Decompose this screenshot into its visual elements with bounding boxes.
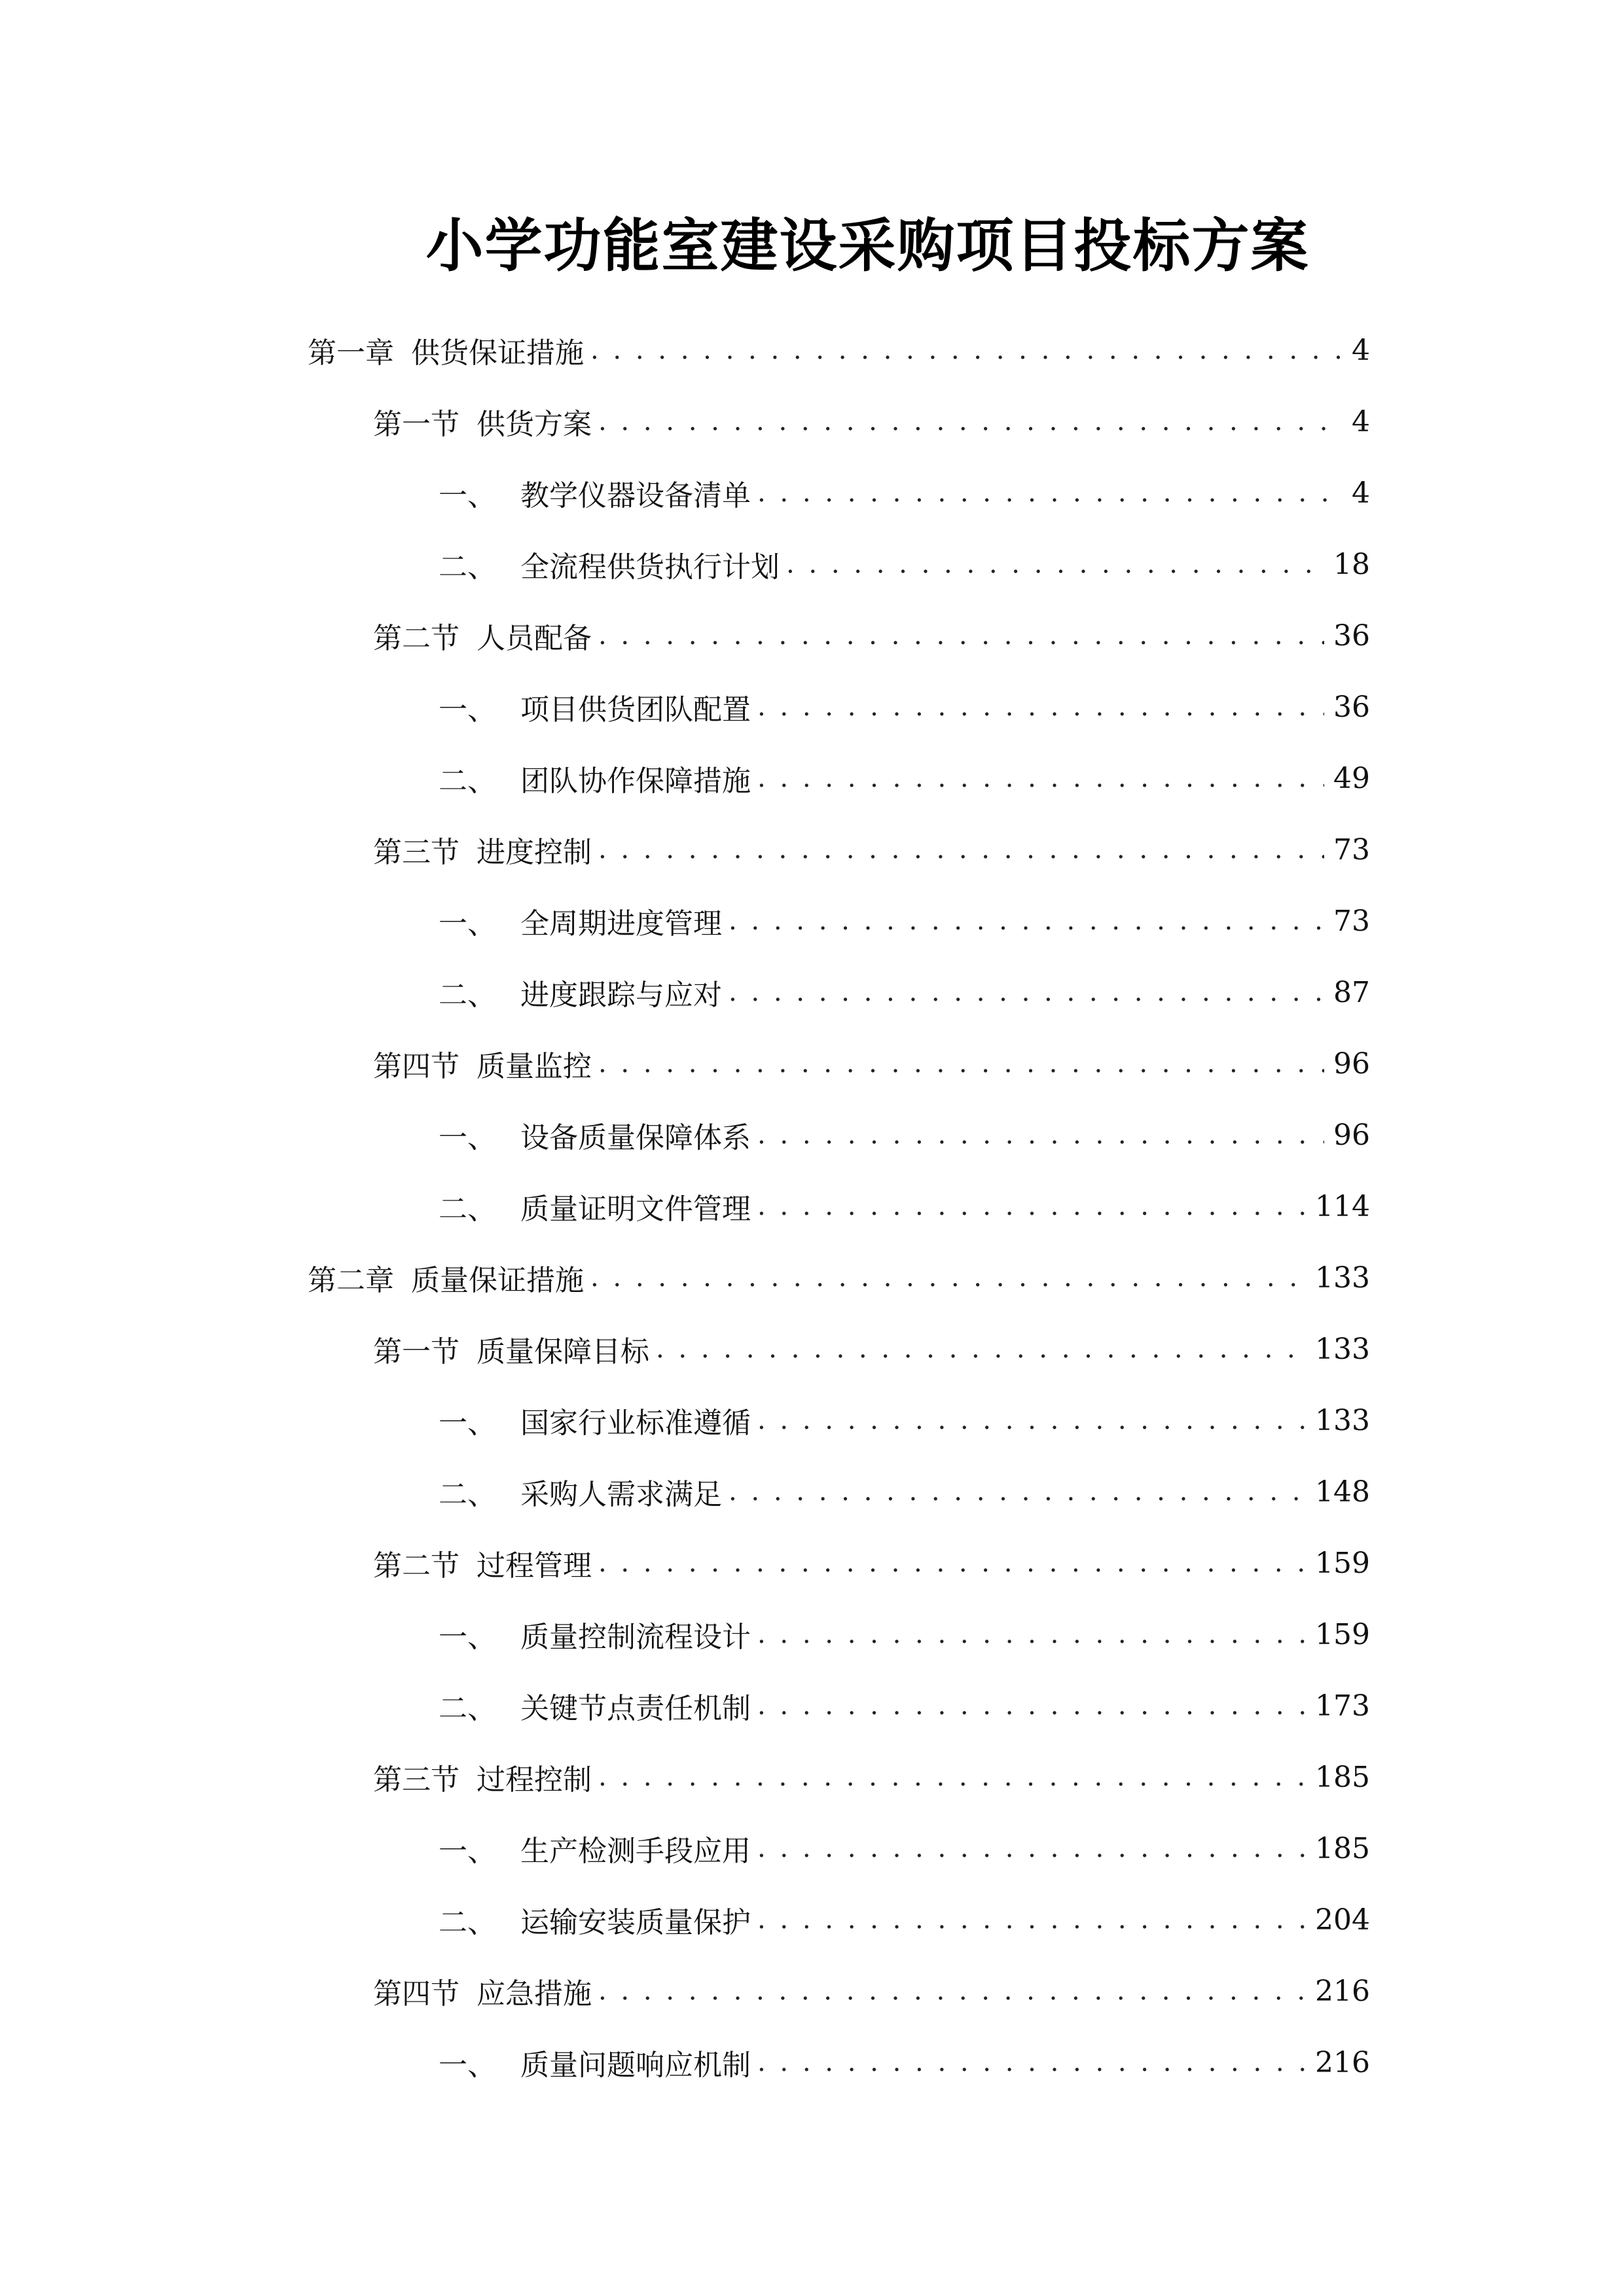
- toc-entry[interactable]: [373, 1540, 1370, 1586]
- toc-entry-title: 质量证明文件管理: [520, 1193, 751, 1226]
- toc-entry[interactable]: [373, 1968, 1370, 2014]
- toc-dot-leader: [757, 1183, 1306, 1229]
- toc-entry-title: 质量保障目标: [477, 1335, 649, 1369]
- toc-entry-title: 质量监控: [477, 1050, 592, 1083]
- toc-entry-title: 生产检测手段应用: [520, 1835, 751, 1868]
- toc-entry-prefix: 二、: [439, 550, 496, 584]
- toc-entry[interactable]: [439, 969, 1370, 1015]
- toc-entry[interactable]: [373, 399, 1370, 444]
- toc-page-number: 133: [1315, 1403, 1370, 1437]
- toc-page-number: 96: [1333, 1047, 1370, 1081]
- toc-entry-title: 进度控制: [477, 836, 592, 869]
- toc-entry[interactable]: [439, 684, 1370, 730]
- toc-dot-leader: [590, 327, 1343, 373]
- toc-page-number: 4: [1352, 476, 1370, 510]
- toc-dot-leader: [757, 1897, 1306, 1943]
- toc-dot-leader: [729, 898, 1324, 944]
- toc-page-number: 114: [1315, 1189, 1370, 1223]
- toc-entry[interactable]: [373, 1041, 1370, 1086]
- toc-dot-leader: [757, 1683, 1306, 1729]
- toc-page-number: 185: [1315, 1760, 1370, 1794]
- toc-entry[interactable]: [439, 1397, 1370, 1443]
- toc-dot-leader: [757, 1611, 1306, 1657]
- toc-dot-leader: [757, 470, 1343, 516]
- toc-page-number: 216: [1315, 2045, 1370, 2079]
- toc-entry-title: 项目供货团队配置: [520, 693, 751, 726]
- toc-entry-prefix: 第一节: [373, 1335, 460, 1369]
- toc-dot-leader: [598, 399, 1343, 444]
- toc-page-number: 133: [1315, 1261, 1370, 1295]
- toc-page-number: 4: [1352, 404, 1370, 439]
- toc-entry[interactable]: [439, 470, 1370, 516]
- toc-entry[interactable]: [439, 2039, 1370, 2085]
- toc-dot-leader: [757, 1112, 1324, 1158]
- toc-dot-leader: [757, 755, 1324, 801]
- toc-page-number: 159: [1315, 1617, 1370, 1651]
- toc-entry-prefix: 第二节: [373, 1549, 460, 1583]
- toc-page-number: 73: [1333, 904, 1370, 938]
- toc-entry-title: 人员配备: [477, 622, 592, 655]
- toc-entry-title: 质量控制流程设计: [520, 1621, 751, 1654]
- toc-dot-leader: [598, 1041, 1324, 1086]
- toc-entry-prefix: 第二节: [373, 622, 460, 655]
- toc-dot-leader: [757, 2039, 1306, 2085]
- toc-entry-title: 运输安装质量保护: [520, 1906, 751, 1939]
- toc-entry[interactable]: [439, 898, 1370, 944]
- toc-entry[interactable]: [439, 1897, 1370, 1943]
- toc-entry[interactable]: [308, 327, 1370, 373]
- toc-dot-leader: [590, 1255, 1306, 1300]
- toc-page-number: 87: [1333, 975, 1370, 1009]
- toc-entry[interactable]: [439, 1825, 1370, 1871]
- toc-entry[interactable]: [439, 541, 1370, 587]
- toc-entry-prefix: 第二章: [308, 1264, 394, 1297]
- toc-entry-title: 国家行业标准遵循: [520, 1407, 751, 1440]
- toc-entry-prefix: 一、: [439, 693, 496, 726]
- toc-page-number: 159: [1315, 1546, 1370, 1580]
- toc-dot-leader: [598, 1754, 1306, 1800]
- toc-dot-leader: [598, 827, 1324, 872]
- toc-page-number: 96: [1333, 1118, 1370, 1152]
- document-title: 小学功能室建设采购项目投标方案: [425, 211, 1310, 279]
- toc-entry[interactable]: [439, 1112, 1370, 1158]
- toc-entry-prefix: 一、: [439, 2049, 496, 2082]
- toc-page-number: 49: [1333, 761, 1370, 795]
- toc-entry-prefix: 第四节: [373, 1977, 460, 2011]
- toc-entry-title: 质量问题响应机制: [520, 2049, 751, 2082]
- toc-entry-prefix: 二、: [439, 978, 496, 1012]
- toc-entry-title: 全流程供货执行计划: [520, 550, 780, 584]
- toc-entry-title: 质量保证措施: [411, 1264, 584, 1297]
- toc-entry-title: 应急措施: [477, 1977, 592, 2011]
- toc-entry-prefix: 二、: [439, 1692, 496, 1725]
- toc-entry-prefix: 第一节: [373, 408, 460, 441]
- toc-entry-prefix: 一、: [439, 479, 496, 512]
- toc-entry-prefix: 一、: [439, 1835, 496, 1868]
- toc-entry-title: 采购人需求满足: [520, 1478, 722, 1511]
- toc-entry-prefix: 一、: [439, 1121, 496, 1155]
- toc-dot-leader: [757, 684, 1324, 730]
- toc-entry[interactable]: [308, 1255, 1370, 1300]
- toc-page-number: 73: [1333, 833, 1370, 867]
- toc-entry-title: 进度跟踪与应对: [520, 978, 722, 1012]
- toc-entry[interactable]: [439, 1469, 1370, 1515]
- toc-dot-leader: [757, 1825, 1306, 1871]
- toc-dot-leader: [729, 1469, 1306, 1515]
- toc-entry-prefix: 第三节: [373, 1763, 460, 1797]
- toc-entry[interactable]: [439, 1611, 1370, 1657]
- toc-entry-prefix: 二、: [439, 1193, 496, 1226]
- toc-dot-leader: [598, 613, 1324, 658]
- toc-entry-prefix: 二、: [439, 1906, 496, 1939]
- toc-entry[interactable]: [373, 1326, 1370, 1372]
- toc-entry-title: 供货保证措施: [411, 336, 584, 370]
- toc-page-number: 4: [1352, 333, 1370, 367]
- toc-dot-leader: [656, 1326, 1306, 1372]
- toc-entry-prefix: 一、: [439, 1621, 496, 1654]
- toc-entry-title: 教学仪器设备清单: [520, 479, 751, 512]
- toc-entry-prefix: 第一章: [308, 336, 394, 370]
- toc-page-number: 36: [1333, 619, 1370, 653]
- toc-entry-title: 设备质量保障体系: [520, 1121, 751, 1155]
- toc-page-number: 36: [1333, 690, 1370, 724]
- toc-entry[interactable]: [373, 613, 1370, 658]
- toc-entry[interactable]: [439, 755, 1370, 801]
- toc-entry-title: 全周期进度管理: [520, 907, 722, 941]
- toc-entry-prefix: 一、: [439, 1407, 496, 1440]
- toc-entry-title: 供货方案: [477, 408, 592, 441]
- toc-dot-leader: [729, 969, 1324, 1015]
- toc-entry[interactable]: [373, 827, 1370, 872]
- toc-dot-leader: [757, 1397, 1306, 1443]
- toc-entry-title: 关键节点责任机制: [520, 1692, 751, 1725]
- toc-page-number: 148: [1315, 1475, 1370, 1509]
- toc-page-number: 204: [1315, 1903, 1370, 1937]
- toc-page-number: 185: [1315, 1831, 1370, 1865]
- toc-entry-prefix: 第四节: [373, 1050, 460, 1083]
- toc-entry[interactable]: [439, 1183, 1370, 1229]
- toc-entry-prefix: 二、: [439, 764, 496, 798]
- toc-entry[interactable]: [439, 1683, 1370, 1729]
- toc-dot-leader: [786, 541, 1324, 587]
- toc-page-number: 216: [1315, 1974, 1370, 2008]
- toc-entry[interactable]: [373, 1754, 1370, 1800]
- toc-entry-title: 过程管理: [477, 1549, 592, 1583]
- toc-entry-prefix: 第三节: [373, 836, 460, 869]
- toc-dot-leader: [598, 1540, 1306, 1586]
- toc-entry-prefix: 二、: [439, 1478, 496, 1511]
- toc-dot-leader: [598, 1968, 1306, 2014]
- toc-entry-prefix: 一、: [439, 907, 496, 941]
- toc-entry-title: 过程控制: [477, 1763, 592, 1797]
- toc-page-number: 18: [1333, 547, 1370, 581]
- toc-page-number: 133: [1315, 1332, 1370, 1366]
- toc-entry-title: 团队协作保障措施: [520, 764, 751, 798]
- toc-page-number: 173: [1315, 1689, 1370, 1723]
